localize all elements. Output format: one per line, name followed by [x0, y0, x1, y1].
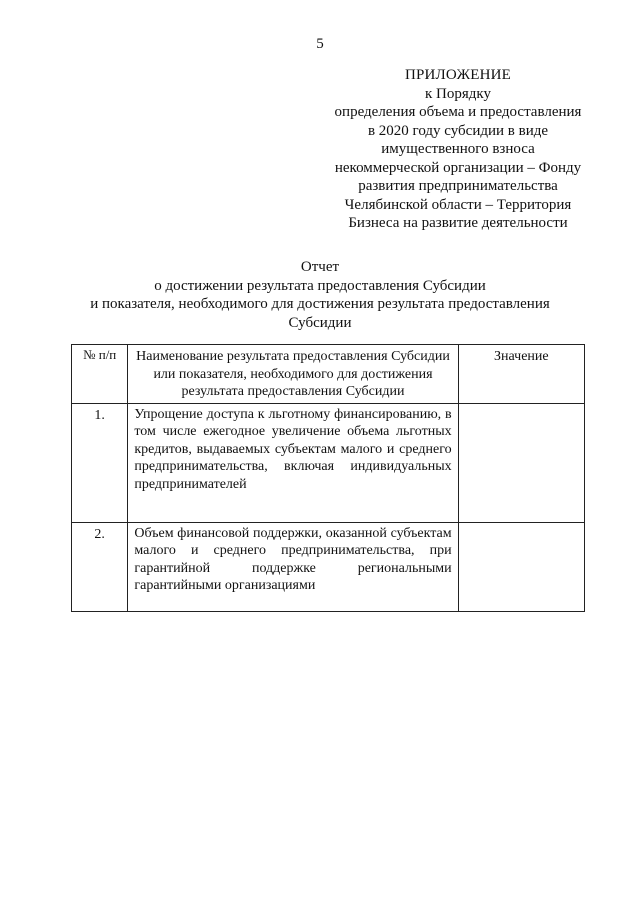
- appendix-line: в 2020 году субсидии в виде: [367, 122, 549, 139]
- row-value: [458, 403, 584, 522]
- header-name: Наименование результата предоставления Субсидии или показателя, необходимого для достижения результата предоставления Субсидии: [128, 345, 458, 404]
- header-num: № п/п: [72, 345, 128, 404]
- row-name: [128, 403, 458, 522]
- report-title-line: Отчет: [300, 259, 340, 275]
- table-row: [72, 522, 585, 611]
- appendix-heading: ПРИЛОЖЕНИЕ: [404, 67, 512, 83]
- row-name-text: Упрощение доступа к льготному финансированию, в том числе ежегодное увеличение объема льготных кредитов, выдаваемых субъектам малого и среднего предпринимательства, включая индивидуальных предпринимателей: [134, 406, 452, 492]
- table-row: [72, 403, 585, 522]
- appendix-line: некоммерческой организации – Фонду: [334, 159, 582, 176]
- appendix-line: Челябинской области – Территория: [344, 196, 572, 213]
- appendix-block: [318, 66, 598, 233]
- report-title-line: Субсидии: [288, 314, 352, 331]
- report-title-line: и показателя, необходимого для достижения результата предоставления: [90, 296, 550, 312]
- row-name: [128, 522, 458, 611]
- appendix-line: определения объема и предоставления: [334, 104, 582, 120]
- header-value: Значение: [458, 345, 584, 404]
- report-title-line: о достижении результата предоставления Субсидии: [154, 277, 486, 294]
- report-table: [71, 344, 585, 612]
- page-number: 5: [316, 36, 324, 52]
- row-value: [458, 522, 584, 611]
- row-name-text: Объем финансовой поддержки, оказанной субъектам малого и среднего предпринимательства, при гарантийной поддержке региональными гарантийными организациями: [134, 525, 452, 593]
- appendix-line: развития предпринимательства: [358, 178, 558, 194]
- row-num: 2.: [72, 522, 128, 611]
- table-header-row: [72, 345, 585, 404]
- appendix-line: имущественного взноса: [381, 141, 535, 157]
- report-title: [0, 258, 640, 332]
- appendix-line: к Порядку: [425, 85, 491, 102]
- appendix-line: Бизнеса на развитие деятельности: [348, 215, 568, 231]
- row-num: 1.: [72, 403, 128, 522]
